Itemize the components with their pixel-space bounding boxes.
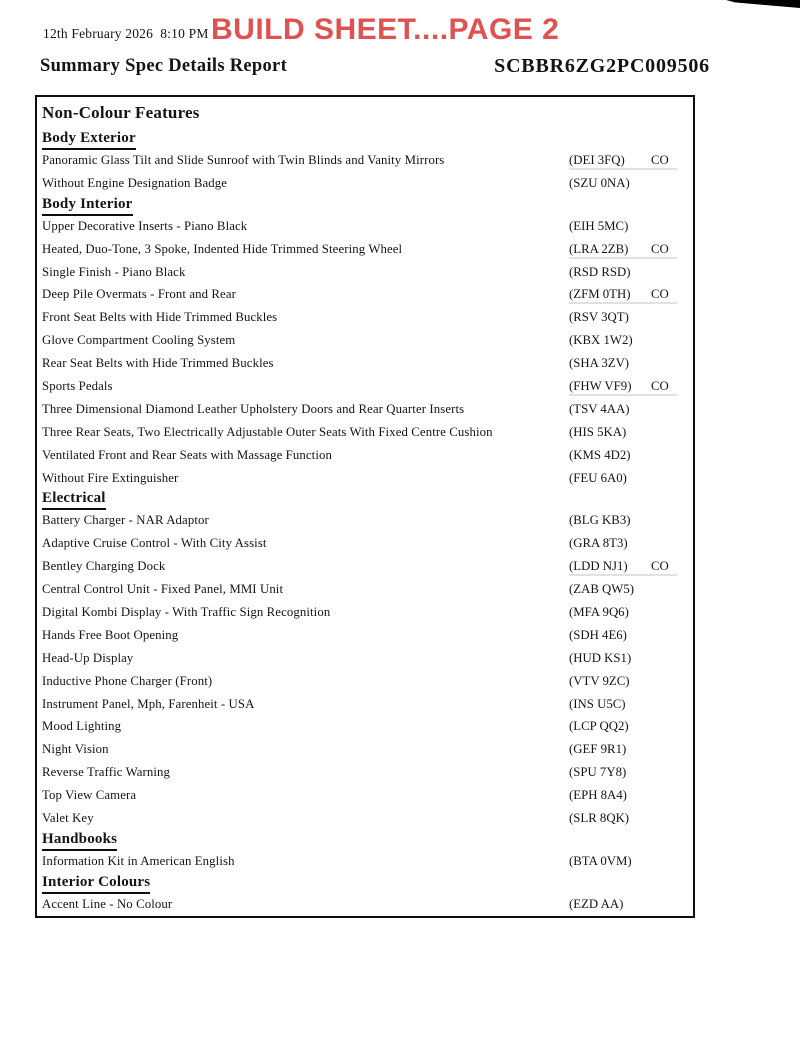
feature-label: Battery Charger - NAR Adaptor [42,513,209,528]
feature-code-group [569,897,677,912]
feature-row [42,807,677,830]
feature-label: Panoramic Glass Tilt and Slide Sunroof with Twin Blinds and Vanity Mirrors [42,152,445,167]
feature-label: Digital Kombi Display - With Traffic Sign Recognition [42,604,331,619]
feature-code-group [569,811,677,826]
feature-code-group [569,176,677,191]
feature-label: Glove Compartment Cooling System [42,333,236,348]
feature-label: Three Dimensional Diamond Leather Upholstery Doors and Rear Quarter Inserts [42,401,465,416]
feature-row [42,444,677,467]
section-name: Body Interior [42,195,133,216]
feature-code-group [569,719,677,734]
feature-label: Accent Line - No Colour [42,896,173,911]
feature-code: (MFA 9Q6) [569,604,629,619]
feature-code-group [569,242,677,257]
feature-code-group [569,425,677,440]
feature-code-group [569,265,677,280]
feature-code: (KMS 4D2) [569,447,631,462]
feature-code-group [569,674,677,689]
feature-code: (SZU 0NA) [569,175,630,190]
feature-co-flag: CO [651,241,669,256]
feature-code: (INS U5C) [569,696,626,711]
feature-code: (HUD KS1) [569,650,632,665]
feature-row [42,624,677,647]
feature-code-group [569,379,677,394]
feature-code: (ZAB QW5) [569,582,635,597]
feature-label: Deep Pile Overmats - Front and Rear [42,287,236,302]
feature-code-group [569,742,677,757]
feature-code-group [569,310,677,325]
feature-label: Instrument Panel, Mph, Farenheit - USA [42,696,255,711]
feature-code: (ZFM 0TH) [569,287,631,302]
feature-row [42,238,677,261]
feature-co-flag: CO [651,378,669,393]
feature-label: Mood Lighting [42,719,122,734]
feature-label: Single Finish - Piano Black [42,264,186,279]
feature-row [42,352,677,375]
feature-code-group [569,219,677,234]
feature-code: (FEU 6A0) [569,470,627,485]
feature-label: Rear Seat Belts with Hide Trimmed Buckles [42,356,274,371]
feature-row [42,532,677,555]
feature-label: Night Vision [42,742,109,757]
build-sheet-banner: BUILD SHEET....PAGE 2 [211,13,560,46]
feature-row [42,261,677,284]
feature-code: (HIS 5KA) [569,424,627,439]
feature-code: (GRA 8T3) [569,536,628,551]
section-header [42,873,677,893]
feature-label: Three Rear Seats, Two Electrically Adjustable Outer Seats With Fixed Centre Cushion [42,424,493,439]
feature-code-group [569,356,677,371]
feature-code: (EIH 5MC) [569,218,629,233]
feature-code-group [569,153,677,168]
feature-code: (DEI 3FQ) [569,152,625,167]
feature-code-group [569,287,677,302]
feature-code-group [569,765,677,780]
feature-row [42,893,677,916]
feature-code: (SPU 7Y8) [569,765,627,780]
feature-row [42,215,677,238]
feature-code: (SDH 4E6) [569,627,627,642]
section-name: Interior Colours [42,873,150,894]
feature-row [42,306,677,329]
feature-label: Top View Camera [42,788,137,803]
feature-code: (LDD NJ1) [569,559,628,574]
feature-row [42,421,677,444]
feature-row [42,850,677,873]
panel-title: Non-Colour Features [42,103,200,122]
feature-label: Bentley Charging Dock [42,559,166,574]
vin-number: SCBBR6ZG2PC009506 [494,55,710,77]
feature-row [42,647,677,670]
feature-row [42,693,677,716]
feature-code-group [569,333,677,348]
section-name: Body Exterior [42,129,136,150]
feature-row [42,329,677,352]
feature-code-group [569,651,677,666]
feature-row [42,398,677,421]
feature-sections [42,129,677,916]
feature-label: Reverse Traffic Warning [42,765,171,780]
feature-row [42,509,677,532]
feature-code-group [569,697,677,712]
feature-code-group [569,582,677,597]
feature-code: (FHW VF9) [569,378,632,393]
feature-row [42,578,677,601]
feature-code-group [569,402,677,417]
feature-code: (SLR 8QK) [569,810,630,825]
feature-label: Adaptive Cruise Control - With City Assist [42,536,267,551]
feature-code-group [569,448,677,463]
feature-row [42,283,677,306]
feature-co-flag: CO [651,559,669,574]
feature-row [42,555,677,578]
feature-label: Upper Decorative Inserts - Piano Black [42,218,248,233]
feature-label: Information Kit in American English [42,853,235,868]
feature-code: (GEF 9R1) [569,742,627,757]
feature-label: Ventilated Front and Rear Seats with Massage Function [42,447,332,462]
report-title: Summary Spec Details Report [40,56,288,76]
feature-row [42,670,677,693]
feature-row [42,375,677,398]
feature-row [42,149,677,172]
feature-code-group [569,536,677,551]
feature-code: (LCP QQ2) [569,719,629,734]
section-header [42,489,677,509]
feature-co-flag: CO [651,287,669,302]
feature-code: (BTA 0VM) [569,853,632,868]
feature-row [42,784,677,807]
feature-label: Head-Up Display [42,650,134,665]
feature-label: Valet Key [42,810,94,825]
feature-code-group [569,628,677,643]
feature-code-group [569,854,677,869]
feature-code: (SHA 3ZV) [569,356,630,371]
feature-label: Without Engine Designation Badge [42,175,228,190]
feature-code-group [569,605,677,620]
feature-code-group [569,788,677,803]
feature-row [42,738,677,761]
feature-code-group [569,513,677,528]
date-time-text: 12th February 2026 8:10 PM [43,26,209,41]
feature-label: Inductive Phone Charger (Front) [42,673,213,688]
feature-row [42,467,677,490]
section-name: Electrical [42,489,106,510]
feature-code: (EPH 8A4) [569,788,627,803]
scan-artifact [726,0,800,8]
feature-row [42,761,677,784]
section-header [42,195,677,215]
feature-co-flag: CO [651,152,669,167]
feature-row [42,172,677,195]
feature-row [42,715,677,738]
feature-label: Heated, Duo-Tone, 3 Spoke, Indented Hide Trimmed Steering Wheel [42,241,403,256]
feature-code: (VTV 9ZC) [569,673,630,688]
section-name: Handbooks [42,830,117,851]
section-header [42,129,677,149]
feature-label: Without Fire Extinguisher [42,470,179,485]
features-panel [35,95,695,918]
feature-label: Sports Pedals [42,378,113,393]
feature-code: (KBX 1W2) [569,333,633,348]
feature-code: (RSD RSD) [569,264,631,279]
feature-label: Front Seat Belts with Hide Trimmed Buckles [42,310,278,325]
feature-code-group [569,471,677,486]
feature-code: (TSV 4AA) [569,401,630,416]
feature-label: Central Control Unit - Fixed Panel, MMI Unit [42,582,284,597]
feature-row [42,601,677,624]
feature-code: (RSV 3QT) [569,310,629,325]
feature-code: (EZD AA) [569,896,624,911]
section-header [42,830,677,850]
feature-code-group [569,559,677,574]
feature-label: Hands Free Boot Opening [42,627,179,642]
feature-code: (LRA 2ZB) [569,241,629,256]
feature-code: (BLG KB3) [569,513,631,528]
